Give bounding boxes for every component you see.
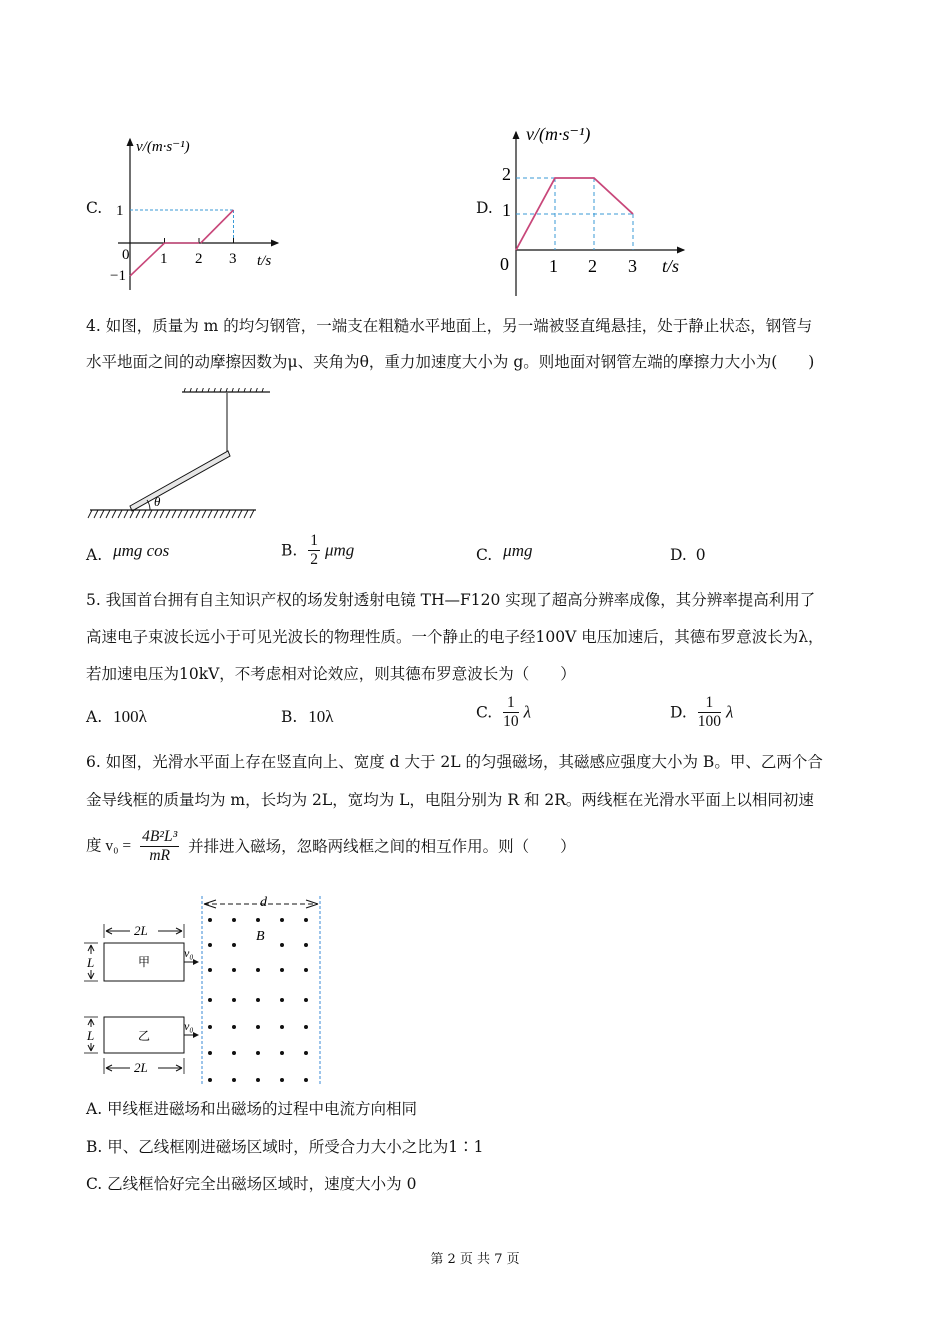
- graph-c-xlabel: t/s: [257, 253, 272, 269]
- q5-option-d-text: λ: [725, 702, 734, 722]
- graph-d-xlabel: t/s: [662, 256, 680, 276]
- graph-c-ytick-1: 1: [116, 203, 124, 219]
- field-dot: [232, 1025, 236, 1029]
- q6-frame-yi-label: 乙: [138, 1029, 151, 1043]
- field-dot: [280, 943, 284, 947]
- field-dot: [304, 1051, 308, 1055]
- q6-stem-line1: 6. 如图，光滑水平面上存在竖直向上、宽度 d 大于 2L 的匀强磁场，其磁感应强度大小为 B。甲、乙两个合: [86, 753, 823, 771]
- q5-option-b-text: 10λ: [308, 707, 334, 726]
- q4-option-b-label: B.: [281, 541, 298, 560]
- q5-option-c-text: λ: [523, 702, 531, 722]
- field-dot: [256, 1078, 260, 1082]
- field-dot: [256, 918, 260, 922]
- q6-figure-top-l: L: [87, 955, 95, 970]
- graph-c-ytick-neg1: −1: [110, 268, 126, 284]
- field-dot: [208, 998, 212, 1002]
- graph-c-xtick-0: 0: [122, 247, 130, 263]
- field-dot: [208, 1025, 212, 1029]
- q6-stem-line2: 金导线框的质量均为 m，长均为 2L，宽均为 L，电阻分别为 R 和 2R。两线框在光滑水平面上以相同初速: [86, 791, 814, 809]
- q4-option-d-text: 0: [695, 546, 706, 564]
- q5-option-d-den: 100: [697, 713, 721, 730]
- q6-frame-jia-v0: v₀: [184, 946, 194, 960]
- field-dot: [208, 1078, 212, 1082]
- q4-option-b[interactable]: [281, 532, 354, 569]
- field-dot: [280, 1078, 284, 1082]
- q6-stem-line3-pre: 度 v₀ =: [86, 837, 132, 855]
- graph-d-xtick-0: 0: [500, 254, 509, 274]
- field-dot: [304, 1025, 308, 1029]
- q6-stem-line3: [86, 828, 576, 865]
- field-dot: [208, 968, 212, 972]
- field-dot: [304, 943, 308, 947]
- q4-figure: [84, 388, 274, 520]
- q6-option-b[interactable]: B. 甲、乙线框刚进磁场区域时，所受合力大小之比为1∶1: [86, 1138, 484, 1156]
- q6-v0-frac-num: 4B²L³: [142, 828, 178, 845]
- graph-d-ytick-1: 1: [502, 200, 511, 220]
- q4-option-a[interactable]: [86, 541, 170, 565]
- q6-figure: [80, 890, 330, 1090]
- q5-option-d-label: D.: [670, 703, 687, 722]
- field-dot: [232, 918, 236, 922]
- q5-option-c[interactable]: [476, 694, 531, 731]
- q5-stem-line2: 高速电子束波长远小于可见光波长的物理性质。一个静止的电子经100V 电压加速后，其德布罗意波长为λ，: [86, 628, 824, 646]
- field-dot: [256, 1025, 260, 1029]
- q6-option-a[interactable]: A. 甲线框进磁场和出磁场的过程中电流方向相同: [86, 1100, 418, 1118]
- q4-option-d-label: D.: [670, 546, 687, 564]
- q4-option-c-label: C.: [476, 546, 493, 564]
- q4-option-b-num: 1: [310, 532, 319, 549]
- option-d-label: D.: [476, 199, 493, 217]
- field-dot: [256, 968, 260, 972]
- q5-option-d[interactable]: [670, 694, 733, 731]
- graph-d-ylabel: v/(m·s⁻¹): [526, 124, 591, 144]
- q4-option-a-text: μmg cos: [113, 541, 170, 560]
- q5-option-a-text: 100λ: [113, 707, 147, 726]
- q6-stem-line3-post: 并排进入磁场，忽略两线框之间的相互作用。则（ ）: [188, 837, 576, 856]
- field-dot: [304, 998, 308, 1002]
- q5-option-c-num: 1: [503, 694, 519, 713]
- q6-frame-yi-v0: v₀: [184, 1019, 194, 1033]
- page-footer: 第 2 页 共 7 页: [430, 1252, 520, 1267]
- option-c-label: C.: [86, 199, 103, 217]
- q5-option-b[interactable]: [281, 707, 334, 727]
- field-dot: [304, 968, 308, 972]
- field-dot: [304, 918, 308, 922]
- field-dot: [280, 918, 284, 922]
- field-dot: [232, 943, 236, 947]
- graph-c: [100, 125, 290, 295]
- q6-frame-jia-label: 甲: [138, 955, 151, 969]
- q4-stem-line2: 水平地面之间的动摩擦因数为μ、夹角为θ，重力加速度大小为 g。则地面对钢管左端的摩擦力大小为( ): [86, 353, 815, 371]
- q6-v0-frac-den: mR: [149, 847, 170, 864]
- field-dot: [232, 998, 236, 1002]
- graph-d-xtick-3: 3: [628, 256, 637, 276]
- field-dot: [208, 1051, 212, 1055]
- q6-option-c[interactable]: C. 乙线框恰好完全出磁场区域时，速度大小为 0: [86, 1175, 417, 1193]
- field-dot: [232, 1078, 236, 1082]
- graph-d-xtick-2: 2: [588, 256, 597, 276]
- q5-option-a[interactable]: [86, 707, 147, 727]
- graph-d-ytick-2: 2: [502, 164, 511, 184]
- field-dot: [232, 1051, 236, 1055]
- field-dot: [280, 968, 284, 972]
- q4-option-b-den: 2: [310, 551, 319, 568]
- field-dot: [256, 1051, 260, 1055]
- q4-option-c-text: μmg: [503, 541, 533, 560]
- q5-option-a-label: A.: [86, 708, 103, 726]
- graph-d-xtick-1: 1: [549, 256, 558, 276]
- q6-figure-d-label: d: [260, 895, 267, 910]
- field-dot: [208, 918, 212, 922]
- field-dot: [280, 998, 284, 1002]
- field-dot: [232, 968, 236, 972]
- q4-option-a-label: A.: [86, 546, 103, 564]
- field-dot: [208, 943, 212, 947]
- q4-option-d[interactable]: [670, 545, 706, 565]
- graph-d: [496, 118, 696, 300]
- field-dot: [280, 1051, 284, 1055]
- q5-stem-line1: 5. 我国首台拥有自主知识产权的场发射透射电镜 TH—F120 实现了超高分辨率成像，其分辨率提高利用了: [86, 591, 816, 609]
- q5-stem-line3: 若加速电压为10kV，不考虑相对论效应，则其德布罗意波长为（ ）: [86, 665, 576, 683]
- q6-figure-top-2l: 2L: [134, 923, 148, 938]
- q4-theta-label: θ: [154, 494, 161, 509]
- q6-figure-b-label: B: [256, 929, 265, 944]
- q4-option-c[interactable]: [476, 541, 533, 565]
- q6-figure-bottom-2l: 2L: [134, 1060, 148, 1075]
- q6-figure-bottom-l: L: [87, 1028, 95, 1043]
- q5-option-c-label: C.: [476, 703, 493, 722]
- q5-option-b-label: B.: [281, 708, 298, 726]
- field-dot: [304, 1078, 308, 1082]
- graph-c-xtick-2: 2: [195, 251, 203, 267]
- q4-stem-line1: 4. 如图，质量为 m 的均匀钢管，一端支在粗糙水平地面上，另一端被竖直绳悬挂，处于静止状态，钢管与: [86, 317, 813, 335]
- field-dot: [280, 1025, 284, 1029]
- q4-option-b-text: μmg: [324, 540, 355, 560]
- field-dot: [256, 998, 260, 1002]
- q5-option-d-num: 1: [698, 694, 721, 713]
- graph-c-xtick-1: 1: [160, 251, 168, 267]
- graph-c-ylabel: v/(m·s⁻¹): [136, 139, 190, 155]
- graph-c-xtick-3: 3: [229, 251, 237, 267]
- q5-option-c-den: 10: [503, 713, 519, 730]
- graph-c-segment-2: [201, 210, 234, 243]
